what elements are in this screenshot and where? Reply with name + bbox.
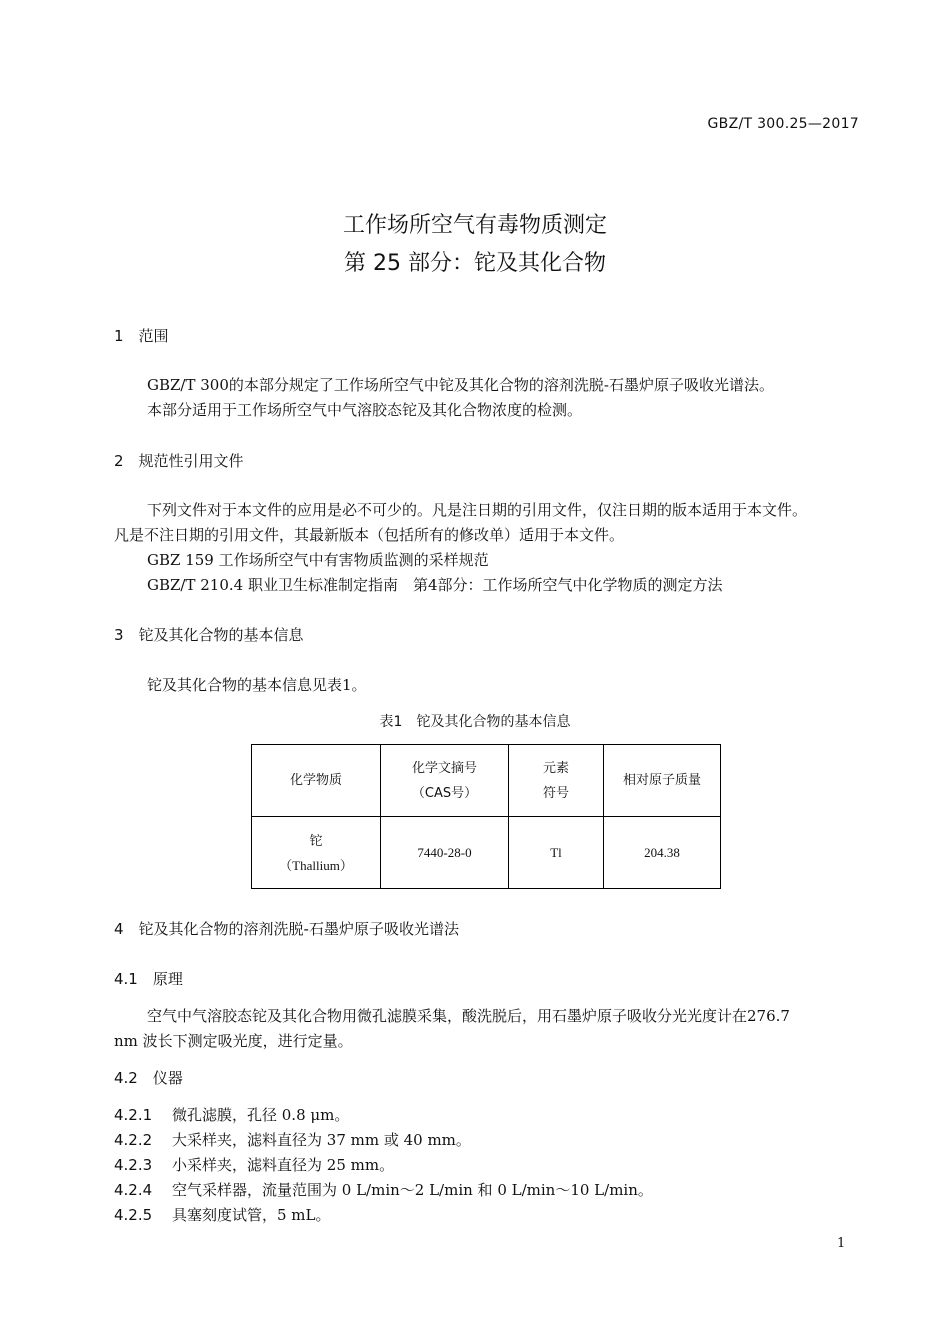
- list-item: [114, 1129, 471, 1150]
- header-atomic-mass: [604, 745, 721, 817]
- list-item: [114, 1179, 653, 1200]
- header-chemical-substance: [252, 745, 381, 817]
- section-3-paragraph: 铊及其化合物的基本信息见表1。: [147, 676, 367, 694]
- list-item-text: 空气采样器，流量范围为 0 L/min～2 L/min 和 0 L/min～10 L/min。: [172, 1181, 653, 1199]
- section-3-heading: 3 铊及其化合物的基本信息: [114, 626, 304, 644]
- document-subtitle: 第 25 部分：铊及其化合物: [344, 251, 606, 276]
- cell-cas-number: 7440-28-0: [381, 817, 509, 889]
- page-number: 1: [837, 1236, 846, 1251]
- list-item: [114, 1104, 349, 1125]
- list-item-text: 大采样夹，滤料直径为 37 mm 或 40 mm。: [172, 1131, 471, 1149]
- section-2-paragraph-line-1: 下列文件对于本文件的应用是必不可少的。凡是注日期的引用文件，仅注日期的版本适用于本文件。: [147, 501, 808, 519]
- table-caption: 表1 铊及其化合物的基本信息: [379, 714, 571, 730]
- list-item-number: 4.2.5: [114, 1206, 153, 1224]
- header-cas-number: [381, 745, 509, 817]
- reference-gbz-159: GBZ 159 工作场所空气中有害物质监测的采样规范: [147, 551, 489, 569]
- substance-name-en: （Thallium）: [279, 857, 353, 873]
- header-symbol-line-1: 元素: [542, 760, 569, 776]
- section-4-1-paragraph-line-1: 空气中气溶胶态铊及其化合物用微孔滤膜采集，酸洗脱后，用石墨炉原子吸收分光光度计在276.7: [147, 1007, 790, 1025]
- table-header-row: [252, 745, 721, 817]
- header-cas-line-2: （CAS号）: [411, 785, 478, 801]
- cell-atomic-mass: 204.38: [604, 817, 721, 889]
- section-4-1-paragraph-line-2: nm 波长下测定吸光度，进行定量。: [114, 1032, 353, 1050]
- standard-code: GBZ/T 300.25—2017: [707, 116, 859, 132]
- cell-substance-name: [252, 817, 381, 889]
- list-item-number: 4.2.4: [114, 1181, 153, 1199]
- list-item-number: 4.2.3: [114, 1156, 153, 1174]
- header-atomic-mass-label: 相对原子质量: [622, 773, 701, 788]
- list-item-text: 微孔滤膜，孔径 0.8 μm。: [172, 1106, 350, 1124]
- header-element-symbol: [509, 745, 604, 817]
- basic-info-table: [251, 744, 721, 889]
- section-1-paragraph-2: 本部分适用于工作场所空气中气溶胶态铊及其化合物浓度的检测。: [147, 401, 583, 419]
- section-1-paragraph-1: GBZ/T 300的本部分规定了工作场所空气中铊及其化合物的溶剂洗脱-石墨炉原子吸收光谱法。: [147, 376, 774, 394]
- header-chemical-substance-label: 化学物质: [289, 773, 342, 788]
- list-item: [114, 1204, 331, 1225]
- section-4-1-heading: 4.1 原理: [114, 970, 183, 988]
- cell-element-symbol: Tl: [509, 817, 604, 889]
- document-title: 工作场所空气有毒物质测定: [342, 213, 607, 238]
- list-item-number: 4.2.1: [114, 1106, 153, 1124]
- section-4-2-heading: 4.2 仪器: [114, 1069, 183, 1087]
- header-symbol-line-2: 符号: [542, 785, 569, 801]
- list-item-number: 4.2.2: [114, 1131, 153, 1149]
- reference-gbz-t-210-4: GBZ/T 210.4 职业卫生标准制定指南 第4部分：工作场所空气中化学物质的测定方法: [147, 576, 723, 594]
- list-item: [114, 1154, 394, 1175]
- section-2-paragraph-line-2: 凡是不注日期的引用文件，其最新版本（包括所有的修改单）适用于本文件。: [114, 526, 625, 544]
- list-item-text: 具塞刻度试管，5 mL。: [172, 1206, 331, 1224]
- section-1-heading: 1 范围: [114, 327, 169, 345]
- table-row: [252, 817, 721, 889]
- section-2-heading: 2 规范性引用文件: [114, 452, 244, 470]
- section-4-heading: 4 铊及其化合物的溶剂洗脱-石墨炉原子吸收光谱法: [114, 920, 459, 938]
- list-item-text: 小采样夹，滤料直径为 25 mm。: [172, 1156, 395, 1174]
- substance-name-cn: 铊: [309, 832, 323, 848]
- header-cas-line-1: 化学文摘号: [411, 760, 477, 776]
